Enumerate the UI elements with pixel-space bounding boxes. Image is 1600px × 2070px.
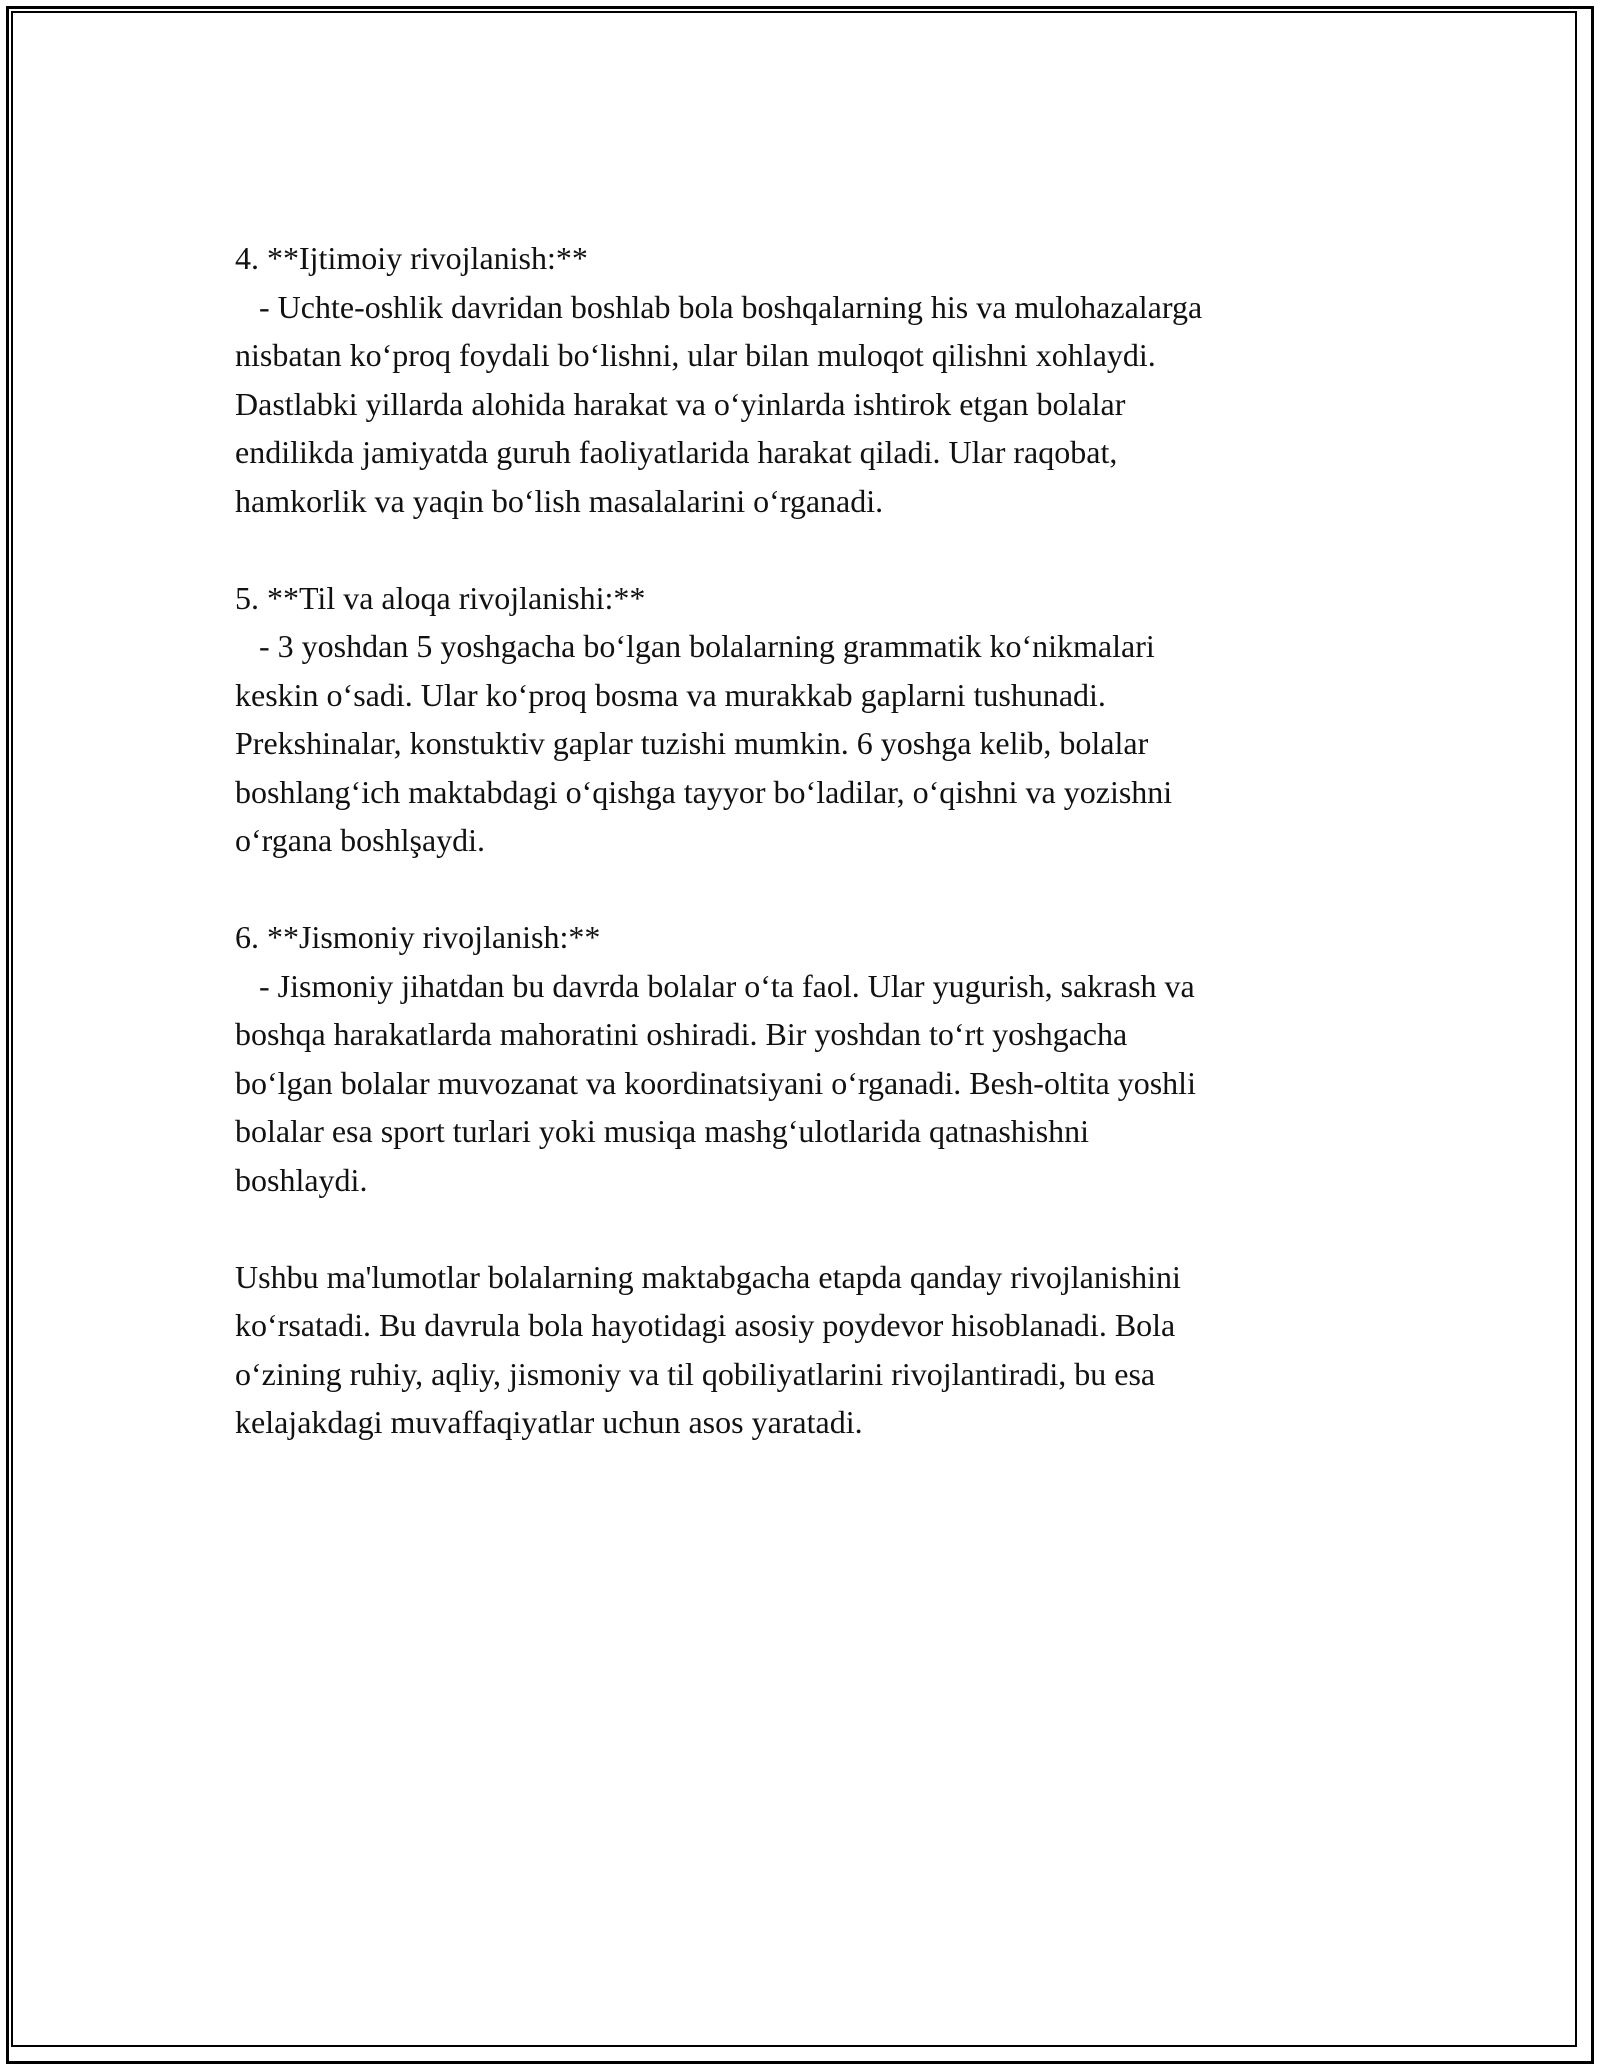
section-conclusion bbox=[235, 1253, 1365, 1447]
paragraph-spacer bbox=[235, 525, 1365, 574]
paragraph-line: hamkorlik va yaqin bo‘lish masalalarini o‘rganadi. bbox=[235, 482, 884, 519]
section-heading: 5. **Til va aloqa rivojlanishi:** bbox=[235, 579, 646, 616]
section-heading: 6. **Jismoniy rivojlanish:** bbox=[235, 919, 601, 955]
paragraph-line: kelajakdagi muvaffaqiyatlar uchun asos yaratadi. bbox=[235, 1404, 863, 1440]
section-heading: 4. **Ijtimoiy rivojlanish:** bbox=[235, 240, 588, 276]
paragraph-line: nisbatan ko‘proq foydali bo‘lishni, ular bilan muloqot qilishni xohlaydi. bbox=[235, 337, 1156, 373]
paragraph-line: Prekshinalar, konstuktiv gaplar tuzishi mumkin. 6 yoshga kelib, bolalar bbox=[235, 725, 1149, 761]
paragraph-line: - Uchte-oshlik davridan boshlab bola boshqalarning his va mulohazalarga bbox=[235, 288, 1203, 325]
section-physical-development bbox=[235, 913, 1365, 1204]
paragraph-line: keskin o‘sadi. Ular ko‘proq bosma va murakkab gaplarni tushunadi. bbox=[235, 676, 1106, 713]
paragraph-line: bolalar esa sport turlari yoki musiqa mashg‘ulotlarida qatnashishni bbox=[235, 1113, 1090, 1149]
paragraph-line: - Jismoniy jihatdan bu davrda bolalar o‘ta faol. Ular yugurish, sakrash va bbox=[235, 967, 1195, 1004]
paragraph-spacer bbox=[235, 865, 1365, 914]
paragraph-line: bo‘lgan bolalar muvozanat va koordinatsiyani o‘rganadi. Besh-oltita yoshli bbox=[235, 1064, 1196, 1101]
document-body bbox=[235, 234, 1365, 1447]
paragraph-spacer bbox=[235, 1204, 1365, 1253]
paragraph-line: ko‘rsatadi. Bu davrula bola hayotidagi asosiy poydevor hisoblanadi. Bola bbox=[235, 1307, 1176, 1343]
paragraph-line: endilikda jamiyatda guruh faoliyatlarida harakat qiladi. Ular raqobat, bbox=[235, 434, 1118, 470]
section-social-development bbox=[235, 234, 1365, 525]
paragraph-line: boshlaydi. bbox=[235, 1161, 368, 1198]
paragraph-line: o‘rgana boshlşaydi. bbox=[235, 822, 486, 858]
section-language-development bbox=[235, 574, 1365, 865]
paragraph-line: Dastlabki yillarda alohida harakat va o‘yinlarda ishtirok etgan bolalar bbox=[235, 385, 1126, 422]
paragraph-line: Ushbu ma'lumotlar bolalarning maktabgacha etapda qanday rivojlanishini bbox=[235, 1258, 1181, 1295]
paragraph-line: - 3 yoshdan 5 yoshgacha bo‘lgan bolalarning grammatik ko‘nikmalari bbox=[235, 628, 1155, 664]
paragraph-line: boshlang‘ich maktabdagi o‘qishga tayyor bo‘ladilar, o‘qishni va yozishni bbox=[235, 773, 1173, 810]
paragraph-line: boshqa harakatlarda mahoratini oshiradi. Bir yoshdan to‘rt yoshgacha bbox=[235, 1016, 1128, 1052]
paragraph-line: o‘zining ruhiy, aqliy, jismoniy va til qobiliyatlarini rivojlantiradi, bu esa bbox=[235, 1355, 1156, 1392]
